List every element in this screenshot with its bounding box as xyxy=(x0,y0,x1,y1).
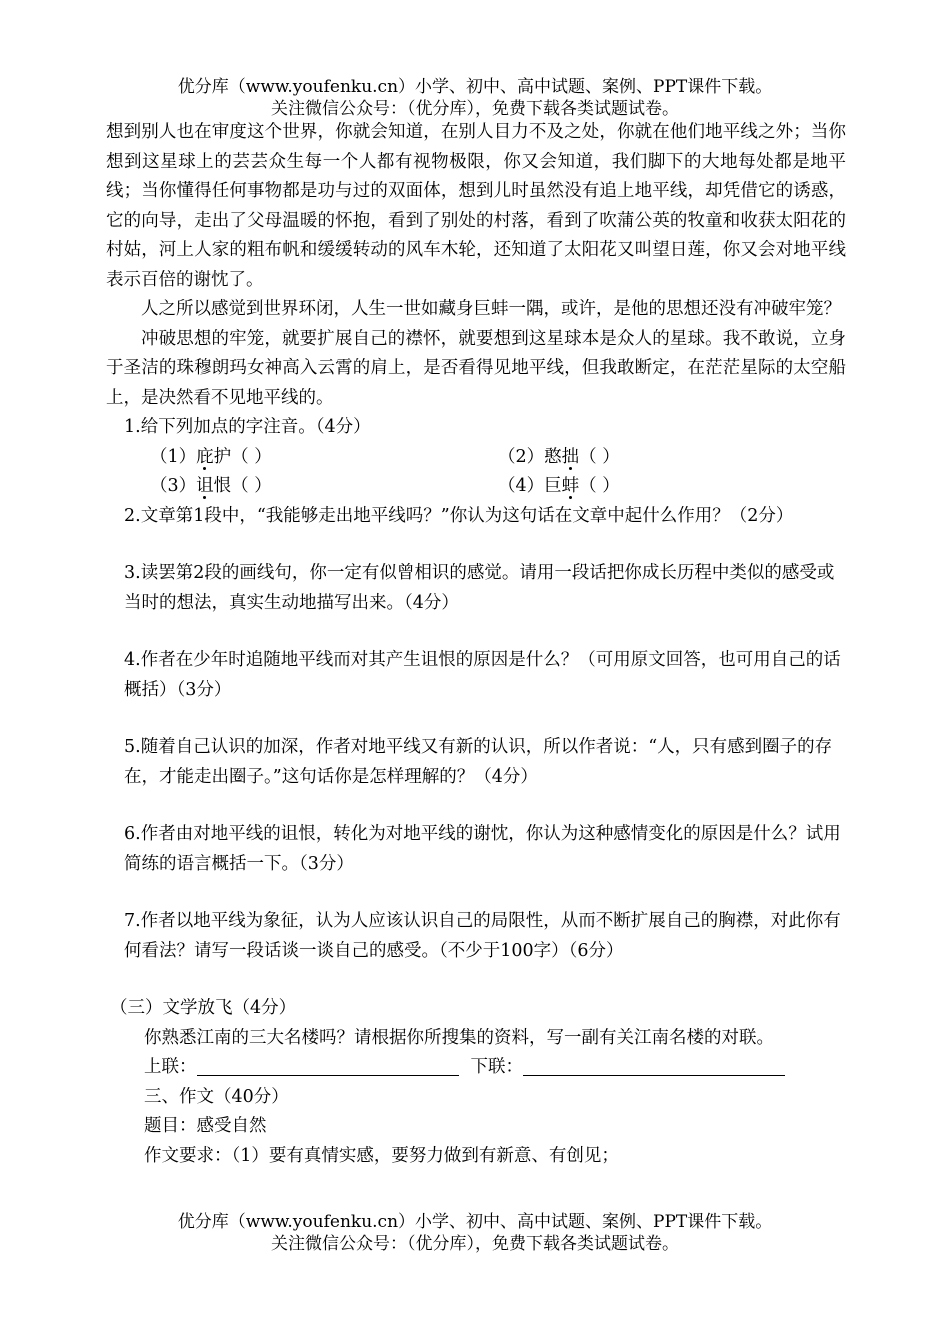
question-4: 4.作者在少年时追随地平线而对其产生诅恨的原因是什么？（可用原文回答，也可用自己的话概括）（3分） xyxy=(124,650,841,700)
page-header xyxy=(0,76,950,120)
question-1-item-3: （3）诅恨（ ） xyxy=(150,476,272,496)
dotted-char: 蚌 xyxy=(561,476,580,496)
section-3-title: （三）文学放飞（4分） xyxy=(110,998,297,1018)
composition-topic: 题目：感受自然 xyxy=(144,1116,267,1136)
passage-paragraph-2: 人之所以感觉到世界环闭，人生一世如藏身巨蚌一隅，或许，是他的思想还没有冲破牢笼？ xyxy=(141,299,841,319)
section-3-prompt: 你熟悉江南的三大名楼吗？请根据你所搜集的资料，写一副有关江南名楼的对联。 xyxy=(144,1027,774,1048)
couplet-lines xyxy=(106,1053,846,1083)
header-line-1: 优分库（www.youfenku.cn）小学、初中、高中试题、案例、PPT课件下载。 xyxy=(177,77,773,97)
dotted-char: 拙 xyxy=(561,446,580,467)
upper-couplet-label: 上联： xyxy=(144,1057,197,1077)
question-1-item-4: （4）巨蚌（ ） xyxy=(498,476,620,496)
footer-line-1: 优分库（www.youfenku.cn）小学、初中、高中试题、案例、PPT课件下载。 xyxy=(177,1212,773,1232)
question-1-item-2: （2）憨拙（ ） xyxy=(498,446,620,467)
footer-line-2: 关注微信公众号：（优分库），免费下载各类试题试卷。 xyxy=(271,1234,679,1254)
header-line-2: 关注微信公众号：（优分库），免费下载各类试题试卷。 xyxy=(271,99,679,119)
question-2: 2.文章第1段中，“我能够走出地平线吗？”你认为这句话在文章中起什么作用？（2分） xyxy=(124,505,794,526)
question-5: 5.随着自己认识的加深，作者对地平线又有新的认识，所以作者说：“人，只有感到圈子的存在，才能走出圈子。”这句话你是怎样理解的？（4分） xyxy=(124,737,833,787)
question-7: 7.作者以地平线为象征，认为人应该认识自己的局限性，从而不断扩展自己的胸襟，对此你有何看法？请写一段话谈一谈自己的感受。（不少于100字）（6分） xyxy=(124,911,841,961)
passage-paragraph-3: 冲破思想的牢笼，就要扩展自己的襟怀，就要想到这星球本是众人的星球。我不敢说，立身于圣洁的珠穆朗玛女神高入云霄的肩上，是否看得见地平线，但我敢断定，在茫茫星际的太空船上，是决然看不见地平线的。 xyxy=(106,328,846,408)
question-1-row-2 xyxy=(106,472,846,502)
question-3: 3.读罢第2段的画线句，你一定有似曾相识的感觉。请用一段话把你成长历程中类似的感受或当时的想法，真实生动地描写出来。（4分） xyxy=(124,563,835,613)
page-footer xyxy=(0,1211,950,1255)
document-body xyxy=(106,118,846,1171)
question-1-row-1 xyxy=(106,443,846,473)
composition-requirement: 作文要求：（1）要有真情实感，要努力做到有新意、有创见； xyxy=(144,1145,619,1166)
upper-couplet-blank[interactable] xyxy=(197,1055,459,1076)
question-6: 6.作者由对地平线的诅恨，转化为对地平线的谢忱，你认为这种感情变化的原因是什么？试用简练的语言概括一下。（3分） xyxy=(124,824,841,874)
composition-title: 三、作文（40分） xyxy=(144,1086,289,1107)
lower-couplet-label: 下联： xyxy=(470,1057,523,1077)
passage-paragraph-1: 想到别人也在审度这个世界，你就会知道，在别人目力不及之处，你就在他们地平线之外；当你想到这星球上的芸芸众生每一个人都有视物极限，你又会知道，我们脚下的大地每处都是地平线；当你懂得任何事物都是功与过的双面体，想到儿时虽然没有追上地平线，却凭借它的诱惑，它的向导，走出了父母温暖的怀抱，看到了别处的村落，看到了吹蒲公英的牧童和收获太阳花的村姑，河上人家的粗布帆和缓缓转动的风车木轮，还知道了太阳花又叫望日莲，你又会对地平线表示百倍的谢忱了。 xyxy=(106,122,846,290)
question-1-item-1: （1）庇护（ ） xyxy=(150,446,272,467)
dotted-char: 诅 xyxy=(196,476,214,496)
lower-couplet-blank[interactable] xyxy=(523,1055,785,1076)
question-1: 1.给下列加点的字注音。（4分） xyxy=(124,417,371,437)
dotted-char: 庇 xyxy=(196,446,214,467)
